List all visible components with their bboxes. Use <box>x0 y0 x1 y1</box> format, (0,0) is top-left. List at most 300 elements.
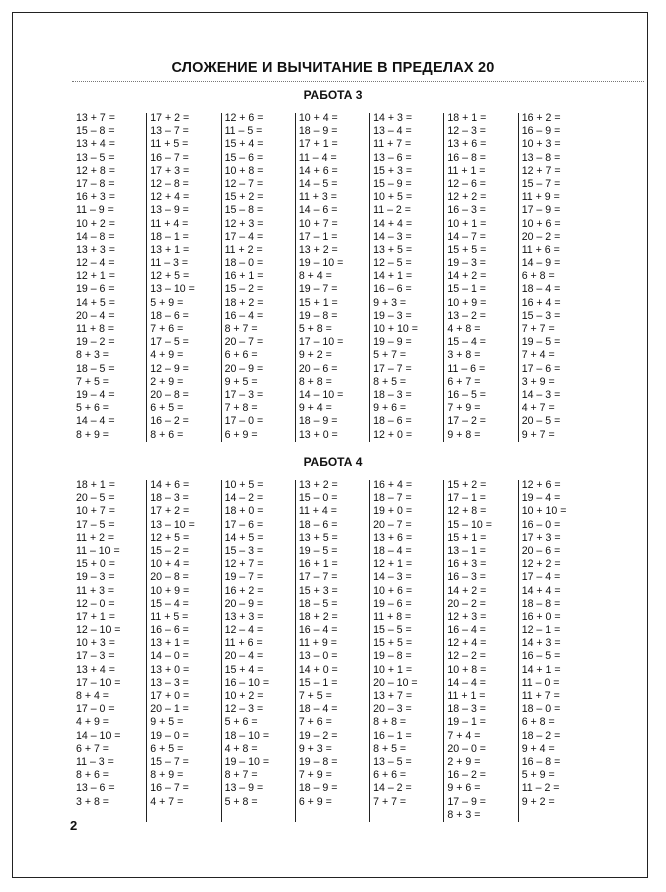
exercise-item: 7 + 5 = <box>298 690 332 702</box>
exercise-item: 14 – 4 = <box>447 676 486 689</box>
exercise-item: 8 + 5 = <box>373 742 407 755</box>
exercise-item: 9 + 6 = <box>447 782 481 795</box>
exercise-item: 18 – 0 = <box>224 257 264 270</box>
exercise-item: 11 – 4 = <box>298 151 337 164</box>
exercise-item: 20 – 5 = <box>76 492 115 505</box>
exercise-item: 19 – 7 = <box>298 283 338 296</box>
exercise-item: 15 + 3 = <box>298 584 338 597</box>
exercise-item: 17 – 5 = <box>150 336 189 349</box>
exercise-item: 6 + 7 = <box>76 742 109 755</box>
exercise-item: 17 + 1 = <box>298 138 338 151</box>
exercise-item: 18 + 2 = <box>298 610 338 623</box>
exercise-item: 10 + 5 = <box>373 191 413 204</box>
exercise-item: 8 + 3 = <box>447 808 481 821</box>
exercise-item: 11 + 5 = <box>150 610 189 623</box>
exercise-item: 17 + 2 = <box>150 505 190 518</box>
exercise-item: 18 + 1 = <box>447 112 487 124</box>
exercise-item: 19 – 5 = <box>521 336 561 349</box>
exercise-item: 18 – 3 = <box>373 388 412 401</box>
exercise-item: 8 + 8 = <box>373 716 407 729</box>
exercise-item: 17 + 3 = <box>150 164 190 177</box>
exercise-grid-4 <box>76 479 596 822</box>
exercise-item: 13 + 2 = <box>298 243 338 256</box>
exercise-item: 12 + 4 = <box>150 191 190 204</box>
exercise-item: 14 – 3 = <box>521 388 561 401</box>
exercise-item: 9 + 3 = <box>373 296 407 309</box>
exercise-item: 19 – 8 = <box>373 650 412 663</box>
exercise-item: 14 + 6 = <box>298 164 338 177</box>
exercise-item: 15 – 7 = <box>150 755 189 768</box>
exercise-item: 12 + 1 = <box>76 270 115 283</box>
exercise-item: 14 – 3 = <box>373 230 412 243</box>
exercise-item: 9 + 2 = <box>298 349 332 362</box>
exercise-item: 17 – 4 = <box>224 230 264 243</box>
exercise-item: 16 – 5 = <box>521 650 561 663</box>
exercise-item: 19 – 1 = <box>447 716 486 729</box>
exercise-column <box>373 112 447 442</box>
exercise-item: 10 + 6 = <box>373 584 413 597</box>
exercise-item: 12 – 3 = <box>447 125 486 138</box>
page-number: 2 <box>70 818 78 833</box>
exercise-item: 10 + 1 = <box>447 217 487 230</box>
exercise-item: 19 – 7 = <box>224 571 264 584</box>
exercise-item: 13 – 1 = <box>447 544 486 557</box>
exercise-item: 17 – 4 = <box>521 571 561 584</box>
exercise-item: 11 + 3 = <box>298 191 337 204</box>
exercise-item: 12 + 0 = <box>373 428 413 441</box>
exercise-item: 18 – 6 = <box>150 309 189 322</box>
exercise-item: 10 + 4 = <box>150 558 190 571</box>
exercise-item: 15 + 2 = <box>224 191 264 204</box>
exercise-item: 13 – 5 = <box>76 151 115 164</box>
exercise-item: 17 – 0 = <box>76 703 115 716</box>
exercise-item: 12 – 4 = <box>224 624 264 637</box>
exercise-item: 17 – 3 = <box>76 650 115 663</box>
exercise-item: 7 + 9 = <box>447 402 481 415</box>
exercise-item: 15 – 1 = <box>298 676 338 689</box>
exercise-item: 17 – 7 = <box>298 571 338 584</box>
exercise-item: 14 – 4 = <box>76 415 115 428</box>
exercise-item: 9 + 5 = <box>150 716 184 729</box>
exercise-item: 17 – 1 = <box>298 230 338 243</box>
exercise-item: 11 + 2 = <box>76 531 115 544</box>
exercise-column <box>225 479 299 822</box>
exercise-item: 15 + 4 = <box>224 138 264 151</box>
exercise-item: 15 – 4 = <box>150 597 189 610</box>
exercise-item: 20 – 6 = <box>521 544 561 557</box>
exercise-item: 16 + 2 = <box>224 584 264 597</box>
exercise-item: 12 – 3 = <box>224 703 264 716</box>
exercise-item: 19 – 8 = <box>298 755 338 768</box>
exercise-item: 9 + 2 = <box>521 795 555 808</box>
exercise-item: 18 – 4 = <box>298 703 338 716</box>
exercise-item: 12 + 5 = <box>150 531 190 544</box>
exercise-item: 16 – 2 = <box>447 769 486 782</box>
exercise-item: 12 – 6 = <box>447 177 486 190</box>
exercise-item: 5 + 6 = <box>76 402 109 415</box>
exercise-item: 5 + 9 = <box>150 296 184 309</box>
exercise-item: 14 + 4 = <box>521 584 561 597</box>
exercise-item: 15 – 9 = <box>373 177 412 190</box>
exercise-item: 17 – 9 = <box>521 204 561 217</box>
exercise-item: 15 + 1 = <box>447 531 487 544</box>
exercise-item: 16 – 8 = <box>447 151 486 164</box>
exercise-item: 2 + 9 = <box>447 755 481 768</box>
exercise-item: 11 + 7 = <box>373 138 412 151</box>
exercise-item: 15 + 5 = <box>447 243 487 256</box>
exercise-item: 19 – 2 = <box>298 729 338 742</box>
exercise-item: 14 – 0 = <box>150 650 189 663</box>
exercise-item: 20 – 5 = <box>521 415 561 428</box>
exercise-item: 7 + 6 = <box>298 716 332 729</box>
exercise-item: 12 – 2 = <box>447 650 486 663</box>
exercise-item: 18 – 8 = <box>521 597 561 610</box>
exercise-item: 20 – 4 = <box>76 309 115 322</box>
exercise-item: 4 + 7 = <box>521 402 555 415</box>
exercise-item: 18 – 4 = <box>373 544 412 557</box>
exercise-item: 10 + 6 = <box>521 217 561 230</box>
exercise-item: 13 – 9 = <box>150 204 189 217</box>
exercise-item: 12 – 1 = <box>521 624 561 637</box>
exercise-item: 7 + 5 = <box>76 375 109 388</box>
exercise-item: 15 + 1 = <box>298 296 338 309</box>
exercise-item: 11 + 8 = <box>76 323 115 335</box>
exercise-item: 11 + 4 = <box>150 217 189 230</box>
exercise-item: 19 – 8 = <box>298 309 338 322</box>
exercise-item: 6 + 9 = <box>298 795 332 808</box>
exercise-item: 10 + 10 = <box>373 323 418 335</box>
exercise-item: 6 + 5 = <box>150 402 184 415</box>
exercise-item: 18 + 1 = <box>76 479 115 491</box>
exercise-item: 19 – 10 = <box>224 755 270 768</box>
exercise-item: 13 + 3 = <box>224 610 264 623</box>
exercise-item: 7 + 7 = <box>373 795 407 808</box>
exercise-item: 20 – 7 = <box>373 518 412 531</box>
exercise-item: 17 – 1 = <box>447 492 486 505</box>
exercise-item: 14 – 7 = <box>447 230 486 243</box>
exercise-item: 16 + 3 = <box>76 191 115 204</box>
exercise-item: 11 + 2 = <box>224 243 263 256</box>
exercise-item: 18 – 5 = <box>298 597 338 610</box>
exercise-item: 9 + 3 = <box>298 742 332 755</box>
exercise-item: 18 – 9 = <box>298 125 338 138</box>
exercise-item: 2 + 9 = <box>150 375 184 388</box>
exercise-item: 14 + 6 = <box>150 479 190 491</box>
exercise-item: 10 + 4 = <box>298 112 338 124</box>
exercise-item: 18 – 1 = <box>150 230 189 243</box>
exercise-item: 11 + 9 = <box>298 637 337 650</box>
exercise-item: 17 + 0 = <box>150 690 190 702</box>
exercise-item: 4 + 9 = <box>150 349 184 362</box>
exercise-item: 14 + 3 = <box>521 637 561 650</box>
exercise-item: 8 + 9 = <box>150 769 184 782</box>
exercise-item: 20 – 3 = <box>373 703 412 716</box>
exercise-item: 9 + 5 = <box>224 375 258 388</box>
exercise-item: 14 + 0 = <box>298 663 338 676</box>
exercise-item: 18 – 3 = <box>447 703 486 716</box>
exercise-item: 16 + 0 = <box>521 610 561 623</box>
exercise-item: 16 – 0 = <box>521 518 561 531</box>
exercise-item: 9 + 6 = <box>373 402 407 415</box>
exercise-item: 17 – 3 = <box>224 388 264 401</box>
exercise-item: 18 – 10 = <box>224 729 270 742</box>
exercise-item: 12 – 8 = <box>150 177 189 190</box>
exercise-item: 11 + 3 = <box>76 584 115 597</box>
exercise-item: 11 + 9 = <box>521 191 560 204</box>
exercise-item: 8 + 6 = <box>150 428 184 441</box>
exercise-column <box>150 479 224 822</box>
exercise-item: 13 + 4 = <box>76 663 115 676</box>
exercise-item: 15 – 10 = <box>447 518 492 531</box>
exercise-item: 5 + 7 = <box>373 349 407 362</box>
exercise-item: 5 + 6 = <box>224 716 258 729</box>
exercise-item: 13 – 8 = <box>521 151 561 164</box>
exercise-item: 16 – 7 = <box>150 782 189 795</box>
exercise-item: 17 – 10 = <box>76 676 121 689</box>
exercise-item: 18 – 3 = <box>150 492 189 505</box>
exercise-item: 4 + 9 = <box>76 716 109 729</box>
exercise-item: 10 + 2 = <box>224 690 264 702</box>
exercise-item: 13 + 5 = <box>373 243 413 256</box>
exercise-column <box>447 112 521 442</box>
exercise-item: 10 + 5 = <box>224 479 264 491</box>
exercise-item: 8 + 4 = <box>76 690 109 702</box>
exercise-item: 20 – 2 = <box>521 230 561 243</box>
page-title: СЛОЖЕНИЕ И ВЫЧИТАНИЕ В ПРЕДЕЛАХ 20 <box>171 60 495 76</box>
exercise-item: 8 + 5 = <box>373 375 407 388</box>
exercise-item: 10 + 7 = <box>298 217 338 230</box>
exercise-item: 16 + 1 = <box>224 270 264 283</box>
exercise-item: 4 + 8 = <box>447 323 481 335</box>
exercise-item: 13 – 3 = <box>150 676 189 689</box>
exercise-item: 12 – 9 = <box>150 362 189 375</box>
dotted-divider <box>72 81 644 82</box>
exercise-item: 17 – 6 = <box>224 518 264 531</box>
exercise-item: 12 + 2 = <box>447 191 487 204</box>
exercise-item: 15 – 5 = <box>373 624 412 637</box>
exercise-item: 16 – 2 = <box>150 415 189 428</box>
exercise-item: 3 + 9 = <box>521 375 555 388</box>
exercise-item: 16 – 4 = <box>298 624 338 637</box>
exercise-item: 17 – 9 = <box>447 795 486 808</box>
exercise-item: 16 + 2 = <box>521 112 561 124</box>
exercise-column <box>76 479 150 822</box>
exercise-item: 7 + 4 = <box>521 349 555 362</box>
exercise-item: 6 + 6 = <box>373 769 407 782</box>
exercise-item: 11 – 10 = <box>76 544 120 557</box>
exercise-item: 13 – 4 = <box>373 125 412 138</box>
exercise-item: 19 – 3 = <box>76 571 115 584</box>
exercise-item: 15 – 2 = <box>150 544 189 557</box>
exercise-item: 14 + 2 = <box>447 584 487 597</box>
exercise-item: 20 – 2 = <box>447 597 486 610</box>
exercise-item: 12 + 3 = <box>224 217 264 230</box>
exercise-item: 14 – 3 = <box>373 571 412 584</box>
exercise-column <box>299 479 373 822</box>
section-heading-3: РАБОТА 3 <box>303 88 363 102</box>
exercise-item: 17 – 0 = <box>224 415 264 428</box>
exercise-item: 11 + 4 = <box>298 505 337 518</box>
exercise-item: 13 – 10 = <box>150 283 195 296</box>
exercise-item: 13 – 9 = <box>224 782 264 795</box>
exercise-item: 20 – 1 = <box>150 703 189 716</box>
exercise-item: 11 – 2 = <box>521 782 560 795</box>
exercise-column <box>76 112 150 442</box>
exercise-item: 19 – 9 = <box>373 336 412 349</box>
exercise-item: 19 – 6 = <box>373 597 412 610</box>
exercise-item: 10 + 2 = <box>76 217 115 230</box>
exercise-item: 16 + 4 = <box>373 479 413 491</box>
exercise-item: 8 + 3 = <box>76 349 109 362</box>
exercise-item: 16 – 1 = <box>373 729 412 742</box>
exercise-item: 13 – 6 = <box>76 782 115 795</box>
exercise-item: 18 – 9 = <box>298 415 338 428</box>
exercise-item: 12 + 6 = <box>224 112 264 124</box>
exercise-item: 14 – 10 = <box>298 388 344 401</box>
exercise-item: 18 + 2 = <box>224 296 264 309</box>
exercise-item: 19 – 3 = <box>373 309 412 322</box>
exercise-item: 12 + 8 = <box>76 164 115 177</box>
exercise-item: 7 + 7 = <box>521 323 555 335</box>
exercise-item: 17 – 8 = <box>76 177 115 190</box>
exercise-item: 13 – 0 = <box>298 650 338 663</box>
exercise-item: 9 + 4 = <box>521 742 555 755</box>
exercise-item: 8 + 6 = <box>76 769 109 782</box>
exercise-item: 8 + 7 = <box>224 323 258 335</box>
exercise-item: 14 – 8 = <box>76 230 115 243</box>
exercise-item: 15 – 3 = <box>521 309 561 322</box>
exercise-grid-3 <box>76 112 596 442</box>
exercise-item: 15 + 0 = <box>76 558 115 571</box>
exercise-item: 16 – 5 = <box>447 388 486 401</box>
exercise-column <box>299 112 373 442</box>
exercise-item: 13 + 7 = <box>76 112 115 124</box>
exercise-item: 11 – 6 = <box>447 362 486 375</box>
exercise-item: 15 + 2 = <box>447 479 487 491</box>
exercise-item: 11 – 3 = <box>150 257 189 270</box>
exercise-item: 7 + 6 = <box>150 323 184 335</box>
exercise-item: 11 – 0 = <box>521 676 560 689</box>
exercise-item: 10 + 8 = <box>224 164 264 177</box>
exercise-item: 16 + 3 = <box>447 558 487 571</box>
exercise-item: 15 + 4 = <box>224 663 264 676</box>
exercise-item: 14 – 2 = <box>373 782 412 795</box>
exercise-item: 17 + 3 = <box>521 531 561 544</box>
exercise-item: 13 + 2 = <box>298 479 338 491</box>
exercise-item: 13 – 7 = <box>150 125 189 138</box>
exercise-item: 7 + 9 = <box>298 769 332 782</box>
exercise-item: 8 + 4 = <box>298 270 332 283</box>
exercise-item: 11 + 5 = <box>150 138 189 151</box>
exercise-item: 3 + 8 = <box>76 795 109 808</box>
exercise-item: 6 + 5 = <box>150 742 184 755</box>
exercise-item: 20 – 4 = <box>224 650 264 663</box>
exercise-item: 3 + 8 = <box>447 349 481 362</box>
exercise-item: 19 – 4 = <box>76 388 115 401</box>
exercise-item: 13 + 0 = <box>150 663 190 676</box>
exercise-item: 20 – 0 = <box>447 742 486 755</box>
exercise-item: 13 + 5 = <box>298 531 338 544</box>
exercise-item: 16 + 4 = <box>521 296 561 309</box>
exercise-item: 15 – 1 = <box>447 283 486 296</box>
exercise-item: 17 – 2 = <box>447 415 486 428</box>
exercise-column <box>522 479 596 822</box>
exercise-item: 17 + 2 = <box>150 112 190 124</box>
exercise-item: 12 + 2 = <box>521 558 561 571</box>
exercise-item: 13 + 6 = <box>447 138 487 151</box>
exercise-column <box>447 479 521 822</box>
exercise-item: 19 – 10 = <box>298 257 344 270</box>
exercise-item: 10 + 8 = <box>447 663 487 676</box>
exercise-item: 14 + 4 = <box>373 217 413 230</box>
exercise-item: 13 + 1 = <box>150 243 190 256</box>
exercise-item: 19 – 6 = <box>76 283 115 296</box>
exercise-item: 20 – 9 = <box>224 362 264 375</box>
exercise-item: 19 – 2 = <box>76 336 115 349</box>
exercise-item: 15 – 8 = <box>224 204 264 217</box>
exercise-item: 17 + 1 = <box>76 610 115 623</box>
exercise-item: 15 – 6 = <box>224 151 264 164</box>
exercise-item: 6 + 7 = <box>447 375 481 388</box>
exercise-item: 10 + 3 = <box>521 138 561 151</box>
exercise-item: 10 + 9 = <box>447 296 487 309</box>
exercise-item: 4 + 7 = <box>150 795 184 808</box>
exercise-item: 11 + 1 = <box>447 690 486 702</box>
exercise-item: 13 – 10 = <box>150 518 195 531</box>
exercise-item: 14 – 5 = <box>298 177 338 190</box>
exercise-item: 10 + 7 = <box>76 505 115 518</box>
exercise-item: 20 – 9 = <box>224 597 264 610</box>
exercise-item: 11 – 9 = <box>76 204 114 217</box>
exercise-item: 4 + 8 = <box>224 742 258 755</box>
exercise-item: 17 – 5 = <box>76 518 115 531</box>
exercise-item: 20 – 7 = <box>224 336 264 349</box>
exercise-item: 15 – 4 = <box>447 336 486 349</box>
exercise-item: 10 + 1 = <box>373 663 413 676</box>
exercise-item: 14 – 9 = <box>521 257 561 270</box>
exercise-item: 16 – 6 = <box>373 283 412 296</box>
exercise-item: 12 + 7 = <box>224 558 264 571</box>
exercise-item: 14 – 10 = <box>76 729 121 742</box>
exercise-item: 12 + 4 = <box>447 637 487 650</box>
exercise-item: 14 + 5 = <box>224 531 264 544</box>
exercise-item: 11 + 8 = <box>373 610 412 623</box>
exercise-item: 18 – 6 = <box>373 415 412 428</box>
exercise-item: 14 – 2 = <box>224 492 264 505</box>
exercise-item: 13 + 4 = <box>76 138 115 151</box>
exercise-item: 20 – 10 = <box>373 676 418 689</box>
exercise-item: 9 + 7 = <box>521 428 555 441</box>
exercise-item: 16 – 9 = <box>521 125 561 138</box>
exercise-item: 6 + 8 = <box>521 270 555 283</box>
exercise-item: 16 – 3 = <box>447 204 486 217</box>
exercise-item: 11 + 1 = <box>447 164 486 177</box>
exercise-item: 12 – 4 = <box>76 257 115 270</box>
exercise-item: 12 + 5 = <box>150 270 190 283</box>
exercise-item: 18 – 4 = <box>521 283 561 296</box>
exercise-item: 13 – 2 = <box>447 309 486 322</box>
exercise-item: 14 + 1 = <box>521 663 561 676</box>
exercise-item: 5 + 8 = <box>298 323 332 335</box>
exercise-item: 16 – 3 = <box>447 571 486 584</box>
exercise-item: 11 – 2 = <box>373 204 411 217</box>
section-heading-4: РАБОТА 4 <box>303 455 363 469</box>
exercise-item: 15 + 3 = <box>373 164 413 177</box>
exercise-item: 18 – 7 = <box>373 492 412 505</box>
exercise-item: 12 + 3 = <box>447 610 487 623</box>
exercise-item: 11 + 7 = <box>521 690 560 702</box>
exercise-item: 16 – 4 = <box>447 624 486 637</box>
